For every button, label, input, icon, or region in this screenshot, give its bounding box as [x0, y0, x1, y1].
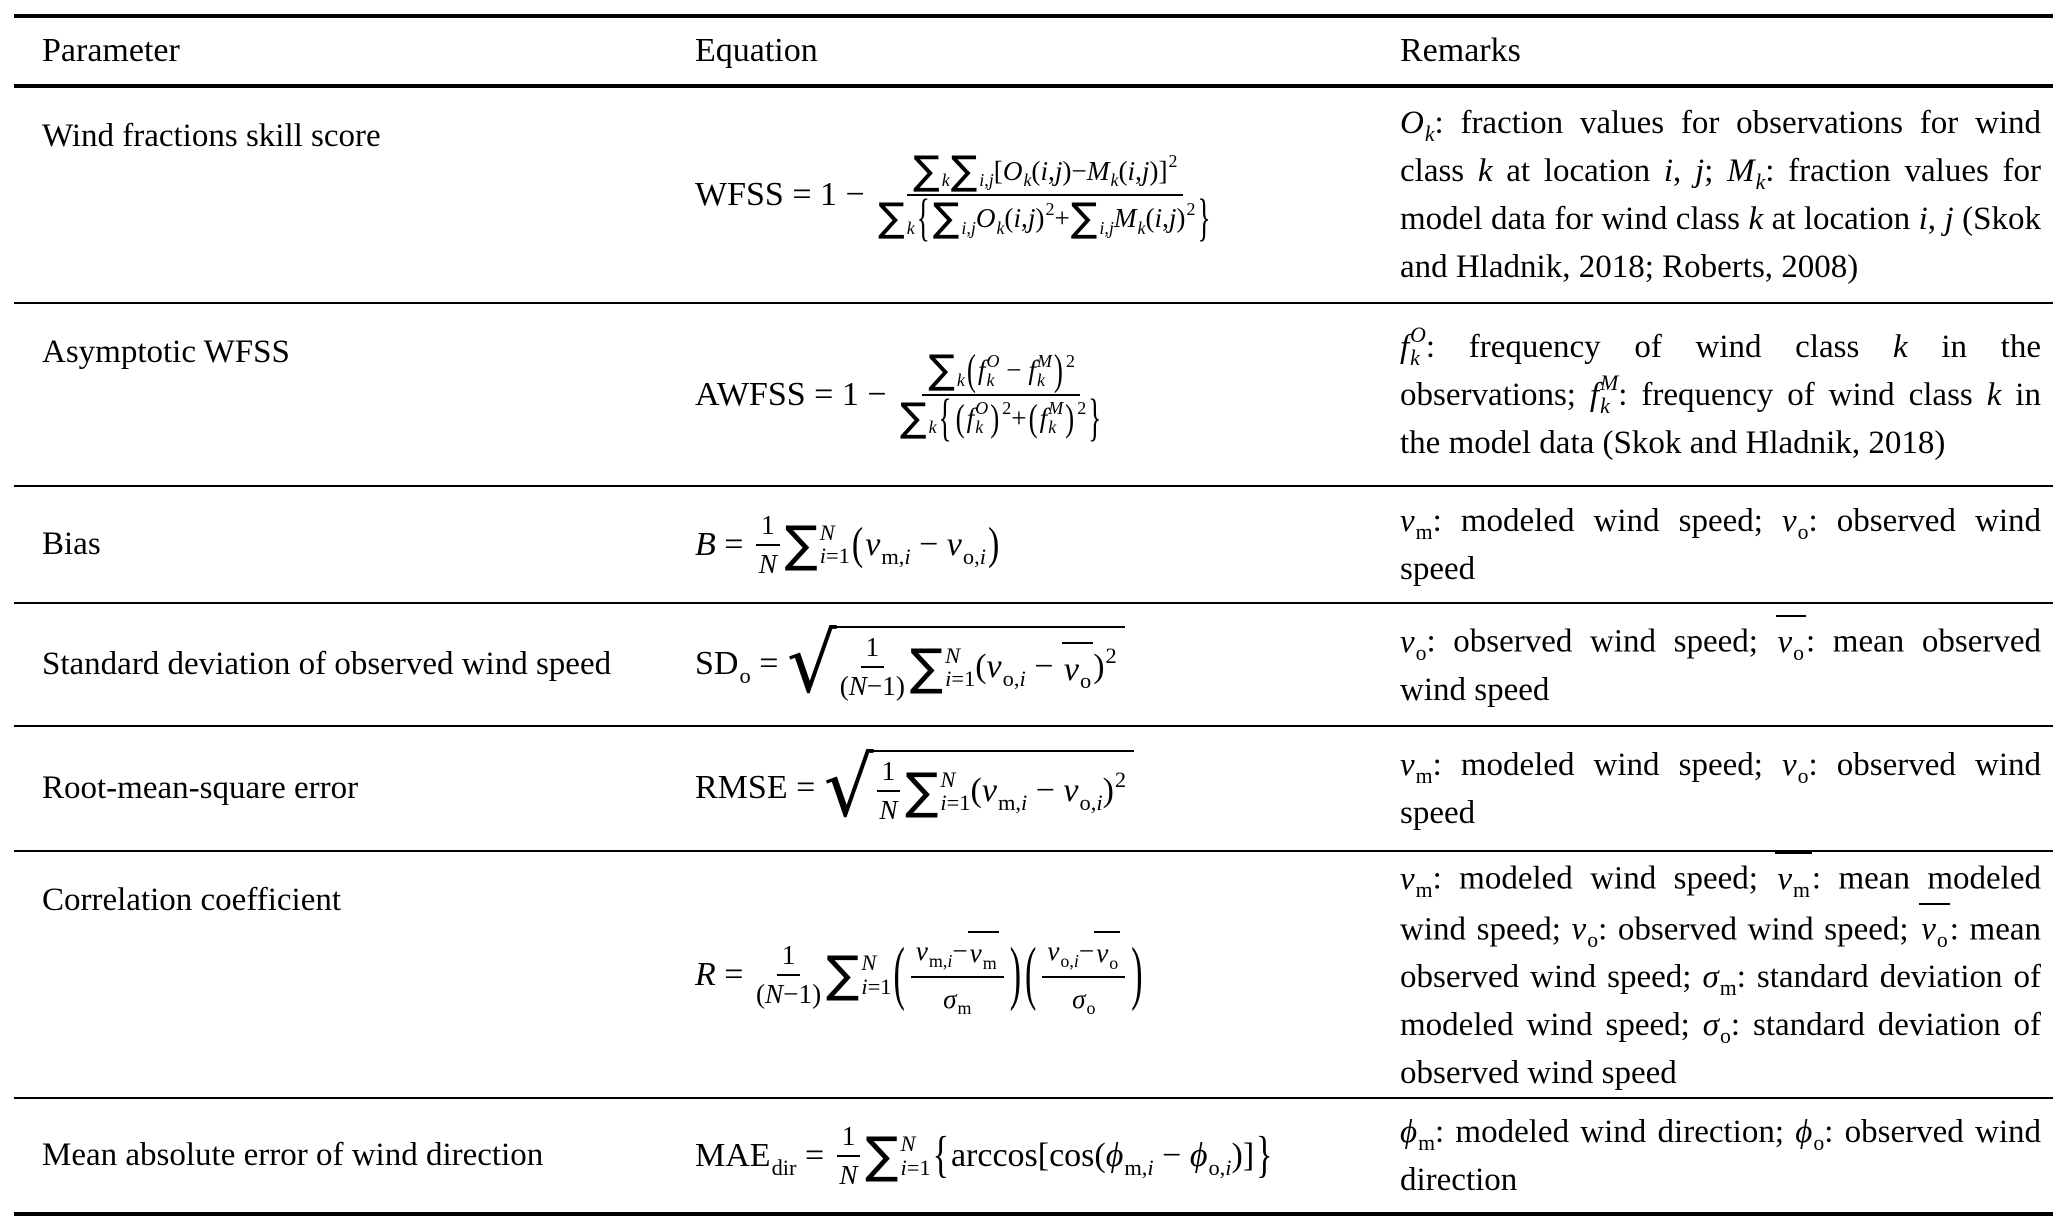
remarks-text: v m : modeled wind speed; v o : observed wind speed: [1400, 746, 2041, 831]
parameter-label: Root-mean-square error: [42, 770, 359, 806]
parameter-cell: [14, 487, 667, 602]
remarks-cell: [1372, 604, 2053, 725]
remarks-text: ϕ m : modeled wind direction; ϕ o : observed wind direction: [1400, 1113, 2042, 1198]
header-parameter: Parameter: [42, 32, 180, 69]
table-row: [14, 602, 2053, 725]
remarks-text: f O k : frequency of wind class k in the observations; f M k : frequency of wind class k in the model data (Skok and Hladnik, 2018): [1400, 322, 2041, 461]
table-row: [14, 1097, 2053, 1212]
table-row: [14, 725, 2053, 850]
equation-formula: MAE dir = $\frac{1}{N}$ ∑ N i =1 { arccos[cos( ϕ m, i − ϕ o, i )] }: [695, 1120, 1273, 1190]
parameter-cell: [14, 852, 667, 1097]
equation-cell: [667, 304, 1372, 485]
table-header-row: [14, 18, 2053, 88]
header-equation: Equation: [695, 32, 818, 69]
header-remarks: Remarks: [1400, 32, 1521, 69]
remarks-text: v m : modeled wind speed; v o : observed wind speed: [1400, 502, 2041, 587]
equation-cell: [667, 487, 1372, 602]
table-row: [14, 485, 2053, 602]
parameter-cell: [14, 304, 667, 485]
table-row: [14, 88, 2053, 302]
table-row: [14, 302, 2053, 485]
remarks-cell: [1372, 852, 2053, 1097]
parameter-cell: [14, 727, 667, 850]
remarks-text: v m : modeled wind speed; v m : mean modeled wind speed; v o : observed wind speed; v o : mean observed wind speed; σ m : standard deviation of modeled wind speed; σ o : standard deviation of observed wind speed: [1400, 852, 2041, 1097]
equation-formula: WFSS = 1 − ∑ k ∑ i , j [ O k ( i , j ) − M k ( i , j ) ] 2 ∑ k { ∑ i , j O k ( i , j ) 2 + ∑ i , j M k ( i , j ) 2 }: [695, 147, 1211, 247]
remarks-cell: [1372, 304, 2053, 485]
parameter-label: Bias: [42, 526, 101, 562]
equation-formula: R = 1 ( N −1) ∑ N i =1 ( v m, i − v m σ m ) ( v o, i − v o σ o ): [695, 931, 1145, 1018]
parameter-label: Wind fractions skill score: [42, 118, 381, 154]
equation-cell: [667, 88, 1372, 302]
equation-cell: [667, 852, 1372, 1097]
parameter-label: Mean absolute error of wind direction: [42, 1137, 544, 1174]
equation-formula: B = $\frac{1}{N}$ ∑ N i =1 ( v m, i − v o, i ): [695, 509, 1000, 579]
parameter-cell: [14, 88, 667, 302]
remarks-text: v o : observed wind speed; v o : mean observed wind speed: [1400, 615, 2041, 714]
equation-cell: [667, 604, 1372, 725]
equation-formula: AWFSS = 1 − ∑ k ( f O k − f M k ) 2 ∑ k { ( f O k ) 2 + ( f M k ) 2 }: [695, 345, 1102, 446]
table-row: [14, 850, 2053, 1097]
remarks-cell: [1372, 1099, 2053, 1212]
remarks-text: O k : fraction values for observations for wind class k at location i, j; M k : fraction values for model data for wind class k at location i, j (Skok and Hladnik, 2018; Roberts, 2008): [1400, 105, 2042, 285]
equation-formula: RMSE = √ 1 N ∑ N i =1 ( v m, i − v o, i ) 2: [695, 749, 1134, 827]
remarks-cell: [1372, 727, 2053, 850]
equation-cell: [667, 1099, 1372, 1212]
parameters-table: [14, 14, 2053, 1216]
parameter-cell: [14, 604, 667, 725]
parameter-label: Correlation coefficient: [42, 882, 342, 918]
parameter-label: Standard deviation of observed wind speed: [42, 646, 612, 682]
equation-formula: SD o = √ 1 ( N −1) ∑ N i =1 ( v o, i − v o ) 2: [695, 625, 1125, 703]
remarks-cell: [1372, 487, 2053, 602]
parameter-cell: [14, 1099, 667, 1212]
equation-cell: [667, 727, 1372, 850]
parameter-label: Asymptotic WFSS: [42, 334, 290, 370]
remarks-cell: [1372, 88, 2053, 302]
